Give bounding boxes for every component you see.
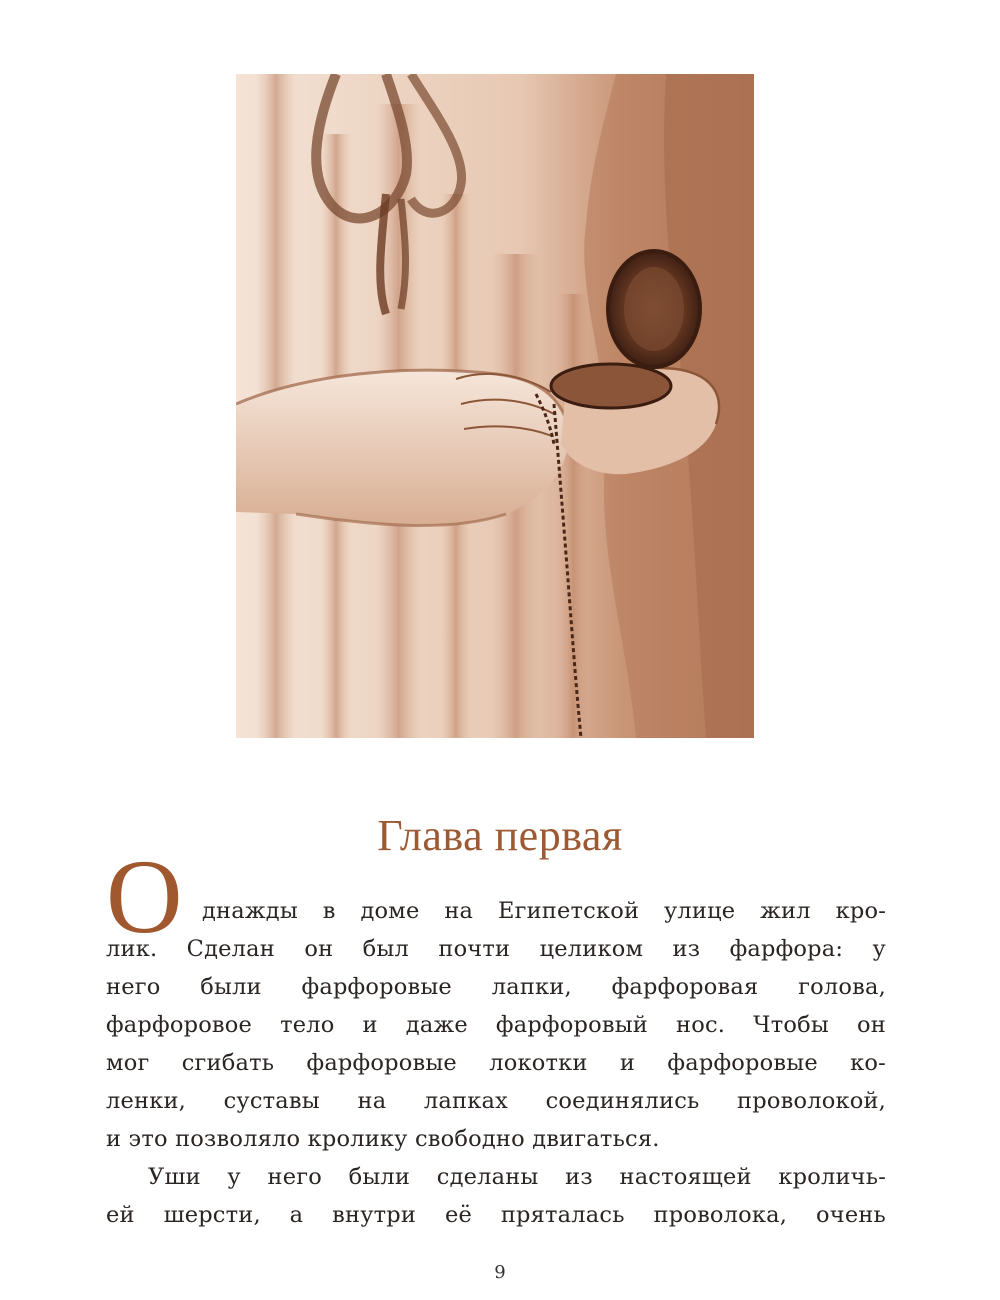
chapter-title: Глава первая: [377, 811, 623, 860]
paragraph-line: него были фарфоровые лапки, фарфоровая голова,: [106, 974, 886, 1000]
paragraph-line: мог сгибать фарфоровые локотки и фарфоровые ко-: [106, 1050, 886, 1076]
paragraph-line: лик. Сделан он был почти целиком из фарфора: у: [106, 936, 886, 962]
paragraph-line: ленки, суставы на лапках соединялись проволокой,: [106, 1088, 886, 1114]
paragraph-line: О днажды в доме на Египетской улице жил кро-: [106, 838, 886, 955]
drop-cap: О: [106, 838, 183, 955]
body-text: [106, 838, 886, 1234]
paragraph-line: Уши у него были сделаны из настоящей кроличь-: [148, 1164, 886, 1190]
paragraph-line: ей шерсти, а внутри её пряталась проволока, очень: [106, 1202, 886, 1228]
page-number: 9: [494, 1262, 506, 1283]
pocket-watch-illustration: [236, 74, 754, 738]
paragraph-line: фарфоровое тело и даже фарфоровый нос. Чтобы он: [106, 1012, 886, 1038]
paragraph-line: и это позволяло кролику свободно двигаться.: [106, 1126, 660, 1152]
